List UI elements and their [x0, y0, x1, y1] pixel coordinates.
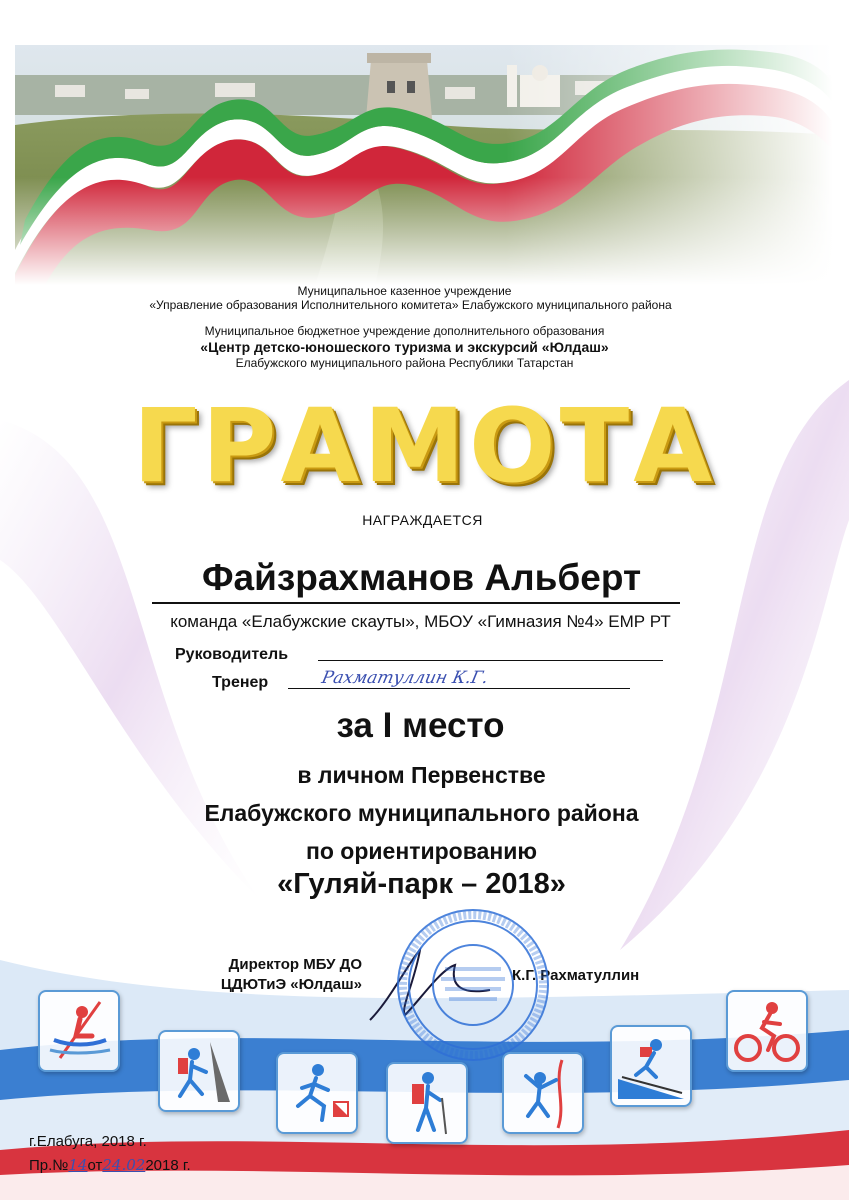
runner-orienteering-icon: [278, 1054, 356, 1132]
city-year: г.Елабуга, 2018 г.: [29, 1133, 147, 1150]
order-number: 14: [68, 1156, 88, 1174]
award-place: за I место: [336, 706, 505, 745]
order-prefix: Пр.№: [29, 1157, 69, 1174]
order-suffix: 2018 г.: [145, 1157, 191, 1174]
order-date: 24.02: [102, 1156, 146, 1174]
leader-label: Руководитель: [175, 646, 289, 663]
coach-label: Тренер: [212, 674, 269, 691]
org1-line1: Муниципальное казенное учреждение: [297, 284, 512, 298]
orienteering-icon-tile: [276, 1052, 358, 1134]
award-line2: Елабужского муниципального района: [204, 800, 639, 826]
org1-line2: «Управление образования Исполнительного комитета» Елабужского муниципального района: [149, 298, 672, 312]
signatory-position: [202, 955, 362, 995]
official-stamp: [393, 905, 553, 1065]
event-name: «Гуляй-парк – 2018»: [277, 868, 566, 900]
rock-climbing-icon: [504, 1054, 582, 1132]
certificate-title: ГРАМОТА: [132, 387, 717, 506]
climber-icon: [160, 1032, 238, 1110]
name-underline: [152, 602, 680, 604]
cyclist-icon: [728, 992, 806, 1070]
awarded-label: НАГРАЖДАЕТСЯ: [362, 512, 483, 528]
header-photo: [15, 45, 833, 285]
org2-line3: Елабужского муниципального района Республики Татарстан: [235, 356, 574, 370]
kayak-icon: [40, 992, 118, 1070]
skier-icon-tile: [610, 1025, 692, 1107]
org2-line1: Муниципальное бюджетное учреждение дополнительного образования: [204, 324, 605, 338]
hiker-icon-tile: [386, 1062, 468, 1144]
hiker-icon: [388, 1064, 466, 1142]
coach-handwritten: Рахматуллин К.Г.: [319, 668, 490, 688]
position-line1: Директор МБУ ДО: [228, 956, 362, 973]
leader-line: [318, 660, 663, 661]
award-line1: в личном Первенстве: [297, 762, 546, 788]
position-line2: ЦДЮТиЭ «Юлдаш»: [220, 976, 362, 993]
skier-icon: [612, 1027, 690, 1105]
order-from: от: [87, 1157, 103, 1174]
recipient-team: команда «Елабужские скауты», МБОУ «Гимназия №4» ЕМР РТ: [170, 612, 671, 631]
coach-line: [288, 688, 630, 689]
org2-line2: «Центр детско-юношеского туризма и экскурсий «Юлдаш»: [200, 339, 609, 355]
award-line3: по ориентированию: [305, 838, 538, 864]
climber-icon-tile: [158, 1030, 240, 1112]
kayak-icon-tile: [38, 990, 120, 1072]
cyclist-icon-tile: [726, 990, 808, 1072]
order-line: [29, 1156, 191, 1174]
signatory-name: К.Г. Рахматуллин: [512, 967, 640, 984]
rock-climbing-icon-tile: [502, 1052, 584, 1134]
recipient-name: Файзрахманов Альберт: [201, 557, 642, 598]
